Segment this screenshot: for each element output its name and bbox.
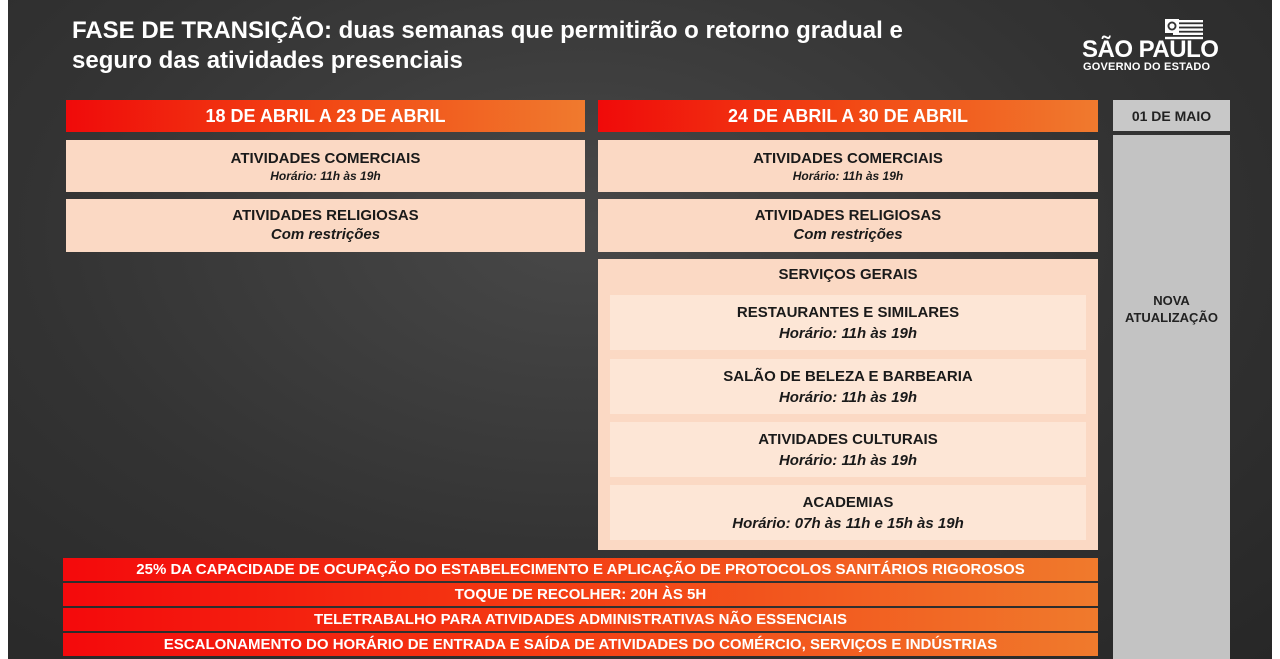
period-1-header: 18 DE ABRIL A 23 DE ABRIL (66, 100, 585, 132)
service-gyms (610, 485, 1086, 540)
service-detail: Horário: 11h às 19h (778, 451, 918, 469)
service-detail: Horário: 11h às 19h (778, 388, 918, 406)
service-title: ATIVIDADES CULTURAIS (758, 430, 938, 448)
logo-sub-text: GOVERNO DO ESTADO (1083, 61, 1211, 73)
service-title: ACADEMIAS (802, 493, 894, 511)
service-detail: Horário: 11h às 19h (778, 324, 918, 342)
period-1-commercial-box (66, 140, 585, 192)
box-title: ATIVIDADES COMERCIAIS (753, 149, 943, 167)
period-3-panel (1113, 135, 1230, 659)
period-2-commercial-box (598, 140, 1098, 192)
period-1-religious-box (66, 199, 585, 252)
box-title: ATIVIDADES RELIGIOSAS (232, 207, 419, 224)
period-3-note (1113, 292, 1230, 326)
box-detail: Com restrições (270, 226, 381, 243)
rule-bar-curfew: TOQUE DE RECOLHER: 20H ÀS 5H (63, 583, 1098, 606)
rule-bar-staggering: ESCALONAMENTO DO HORÁRIO DE ENTRADA E SAÍDA DE ATIVIDADES DO COMÉRCIO, SERVIÇOS E INDÚSTRIAS (63, 633, 1098, 656)
box-title: ATIVIDADES COMERCIAIS (230, 149, 421, 167)
service-title: RESTAURANTES E SIMILARES (736, 303, 960, 321)
page-title (72, 16, 972, 76)
note-line-1: NOVA (1153, 293, 1190, 308)
period-2-header: 24 DE ABRIL A 30 DE ABRIL (598, 100, 1098, 132)
rule-bar-capacity: 25% DA CAPACIDADE DE OCUPAÇÃO DO ESTABELECIMENTO E APLICAÇÃO DE PROTOCOLOS SANITÁRIOS RIGOROSOS (63, 558, 1098, 581)
box-title: ATIVIDADES RELIGIOSAS (754, 207, 942, 224)
period-3-header: 01 DE MAIO (1113, 100, 1230, 131)
box-detail: Horário: 11h às 19h (270, 168, 381, 183)
service-title: SALÃO DE BELEZA E BARBEARIA (723, 367, 973, 385)
services-title: SERVIÇOS GERAIS (778, 266, 918, 283)
note-line-2: ATUALIZAÇÃO (1125, 310, 1218, 325)
period-2-religious-box (598, 199, 1098, 252)
service-cultural (610, 422, 1086, 477)
box-detail: Com restrições (793, 226, 903, 243)
service-beauty-salon (610, 359, 1086, 414)
rule-bar-telework: TELETRABALHO PARA ATIVIDADES ADMINISTRATIVAS NÃO ESSENCIAIS (63, 608, 1098, 631)
logo-main-text: SÃO PAULO (1082, 36, 1219, 63)
box-detail: Horário: 11h às 19h (792, 168, 904, 183)
title-line-2: seguro das atividades presenciais (72, 47, 463, 74)
service-restaurants (610, 295, 1086, 350)
title-line-1: FASE DE TRANSIÇÃO: duas semanas que permitirão o retorno gradual e (72, 17, 903, 44)
service-detail: Horário: 07h às 11h e 15h às 19h (732, 514, 964, 532)
sao-paulo-logo (1080, 18, 1230, 78)
